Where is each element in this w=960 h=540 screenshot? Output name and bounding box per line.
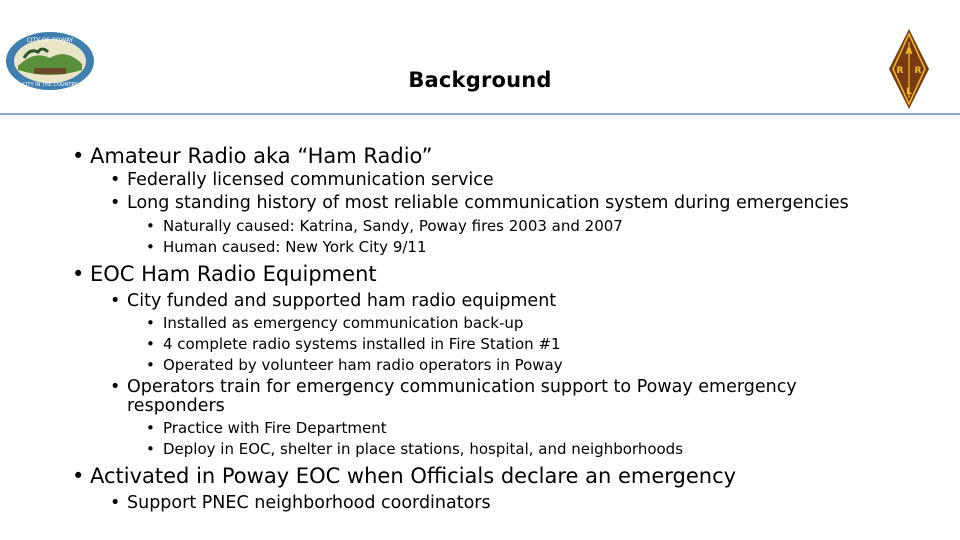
bullet-text: Support PNEC neighborhood coordinators (127, 493, 491, 513)
bullet-dot-icon: • (146, 419, 155, 437)
bullet-text: Human caused: New York City 9/11 (163, 238, 427, 256)
bullet-level1-item (72, 144, 433, 168)
bullet-level2-item (110, 291, 557, 311)
bullet-dot-icon: • (146, 356, 155, 374)
bullet-text: Installed as emergency communication back-up (163, 314, 524, 332)
bullet-text: Federally licensed communication service (127, 170, 494, 190)
bullet-dot-icon: • (72, 144, 85, 168)
arrl-letter-r1: R (896, 66, 904, 76)
bullet-dot-icon: • (110, 377, 121, 397)
bullet-level3-item (146, 440, 684, 458)
bullet-dot-icon: • (146, 238, 155, 256)
bullet-text: Amateur Radio aka “Ham Radio” (90, 144, 433, 168)
bullet-text: Activated in Poway EOC when Officials declare an emergency (90, 464, 737, 488)
bullet-level2-item (110, 193, 849, 213)
bullet-level3-item (146, 356, 563, 374)
bullet-dot-icon: • (72, 262, 85, 286)
bullet-level2-item (110, 170, 494, 190)
bullet-level3-item (146, 217, 623, 235)
bullet-dot-icon: • (110, 170, 121, 190)
bullet-dot-icon: • (110, 493, 121, 513)
bullet-dot-icon: • (146, 217, 155, 235)
bullet-dot-icon: • (146, 440, 155, 458)
bullet-level2-item (110, 493, 491, 513)
bullet-level2-continuation (127, 396, 225, 416)
bullet-text: Operated by volunteer ham radio operators in Poway (163, 356, 563, 374)
bullet-text: City funded and supported ham radio equipment (127, 291, 557, 311)
bullet-dot-icon: • (110, 291, 121, 311)
bullet-text: Practice with Fire Department (163, 419, 387, 437)
bullet-level1-item (72, 262, 377, 286)
bullet-level3-item (146, 238, 427, 256)
bullet-dot-icon: • (110, 193, 121, 213)
bullet-level3-item (146, 419, 387, 437)
bullet-dot-icon: • (72, 464, 85, 488)
bullet-level3-item (146, 314, 524, 332)
arrl-letter-a: A (905, 47, 913, 57)
arrl-letter-r2: R (914, 66, 922, 76)
bullet-text: Operators train for emergency communication support to Poway emergency (127, 377, 797, 397)
poway-logo-bottom-text: CITY IN THE COUNTRY (22, 82, 78, 88)
bullet-level1-item (72, 464, 737, 488)
bullet-text: Long standing history of most reliable communication system during emergencies (127, 193, 849, 213)
arrl-letter-l: L (906, 87, 912, 97)
bullet-text: EOC Ham Radio Equipment (90, 262, 377, 286)
title-text: Background (408, 68, 552, 92)
bullet-level3-item (146, 335, 561, 353)
bullet-text: 4 complete radio systems installed in Fire Station #1 (163, 335, 561, 353)
bullet-dot-icon: • (146, 314, 155, 332)
bullet-text: Naturally caused: Katrina, Sandy, Poway fires 2003 and 2007 (163, 217, 623, 235)
bullet-text: Deploy in EOC, shelter in place stations, hospital, and neighborhoods (163, 440, 684, 458)
bullet-level2-item (110, 377, 797, 397)
bullet-dot-icon: • (146, 335, 155, 353)
poway-logo-top-text: CITY OF POWAY (26, 37, 74, 44)
bullet-text: responders (127, 396, 225, 416)
